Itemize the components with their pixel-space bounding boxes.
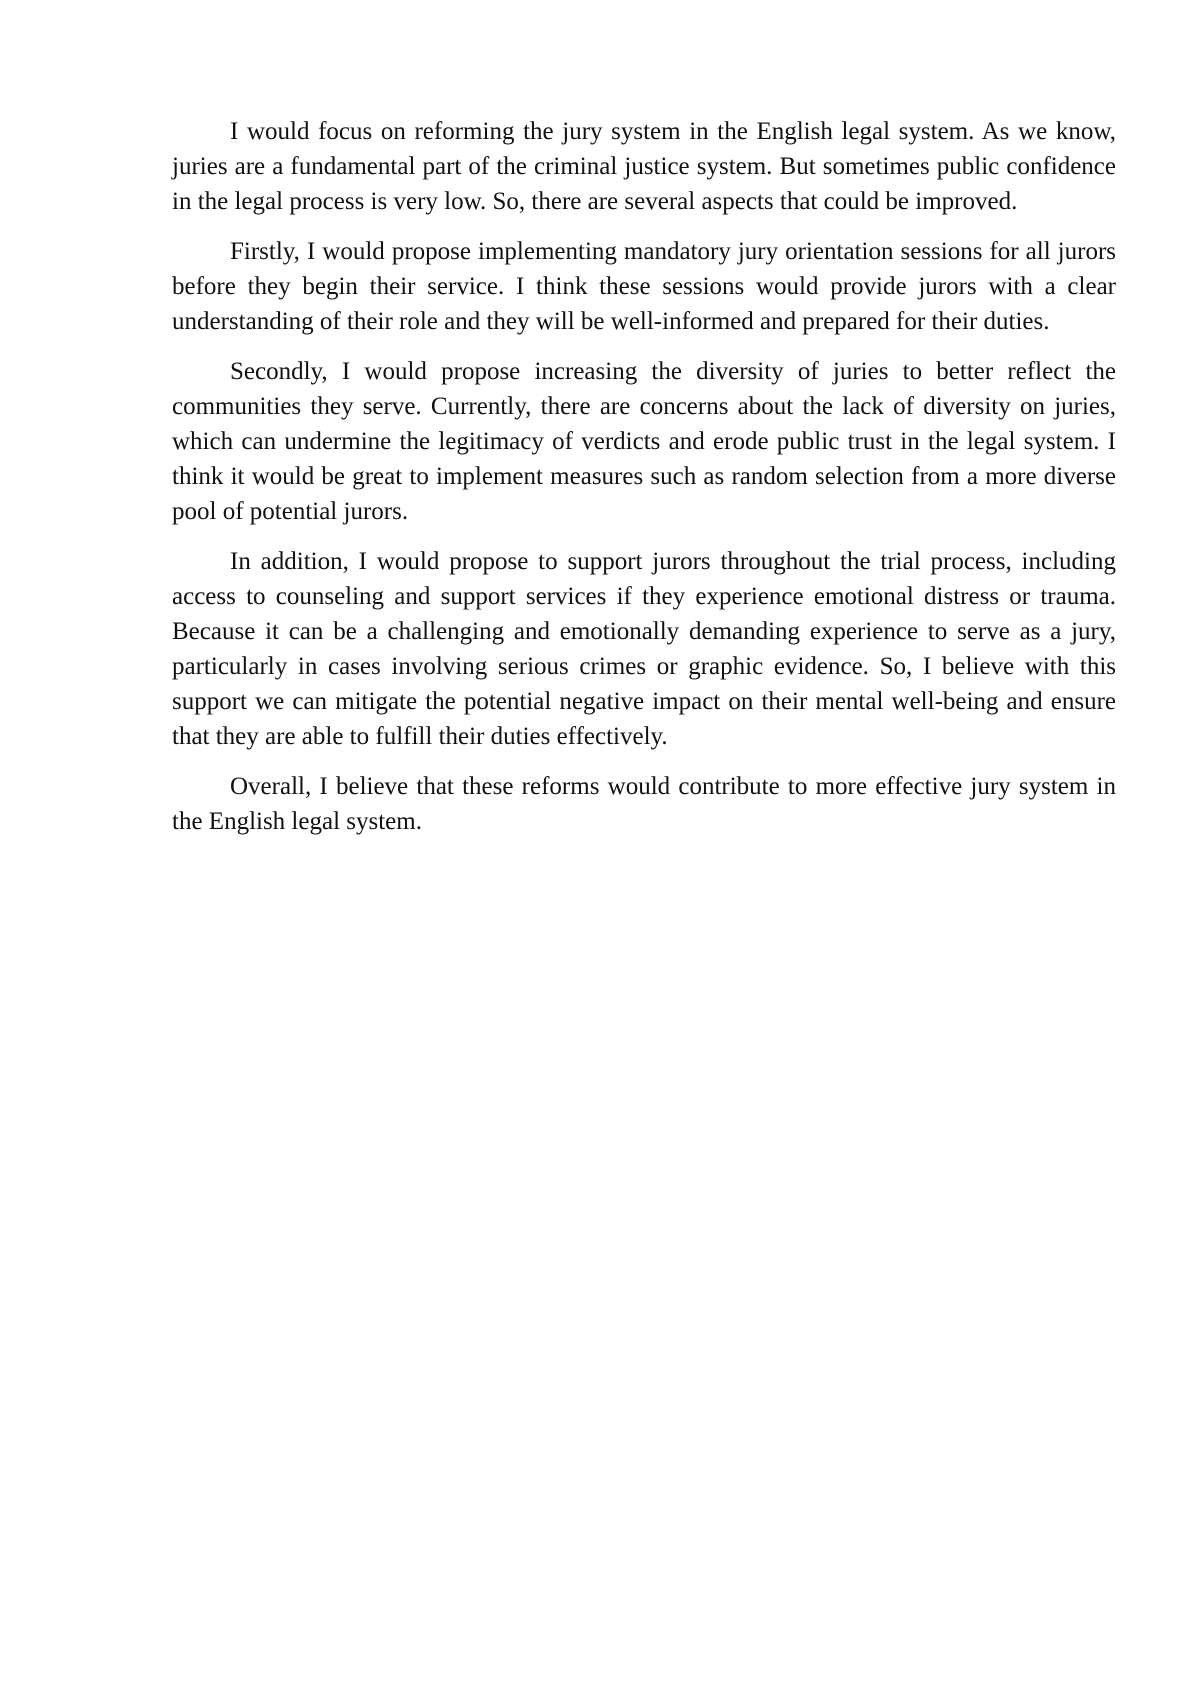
paragraph-conclusion: Overall, I believe that these reforms would contribute to more effective jury system in the English legal system.: [172, 773, 1116, 835]
document-body: [172, 114, 1116, 854]
paragraph-diversity: Secondly, I would propose increasing the diversity of juries to better reflect the communities they serve. Currently, there are concerns about the lack of diversity on juries, which can undermine the legitimacy of verdicts and erode public trust in the legal system. I think it would be great to implement measures such as random selection from a more diverse pool of potential jurors.: [172, 358, 1116, 525]
paragraph-support: In addition, I would propose to support jurors throughout the trial process, including access to counseling and support services if they experience emotional distress or trauma. Because it can be a challenging and emotionally demanding experience to serve as a jury, particularly in cases involving serious crimes or graphic evidence. So, I believe with this support we can mitigate the potential negative impact on their mental well-being and ensure that they are able to fulfill their duties effectively.: [172, 548, 1116, 750]
paragraph-orientation: Firstly, I would propose implementing mandatory jury orientation sessions for all jurors before they begin their service. I think these sessions would provide jurors with a clear understanding of their role and they will be well-informed and prepared for their duties.: [172, 238, 1116, 335]
paragraph-intro: I would focus on reforming the jury system in the English legal system. As we know, juries are a fundamental part of the criminal justice system. But sometimes public confidence in the legal process is very low. So, there are several aspects that could be improved.: [172, 118, 1116, 215]
